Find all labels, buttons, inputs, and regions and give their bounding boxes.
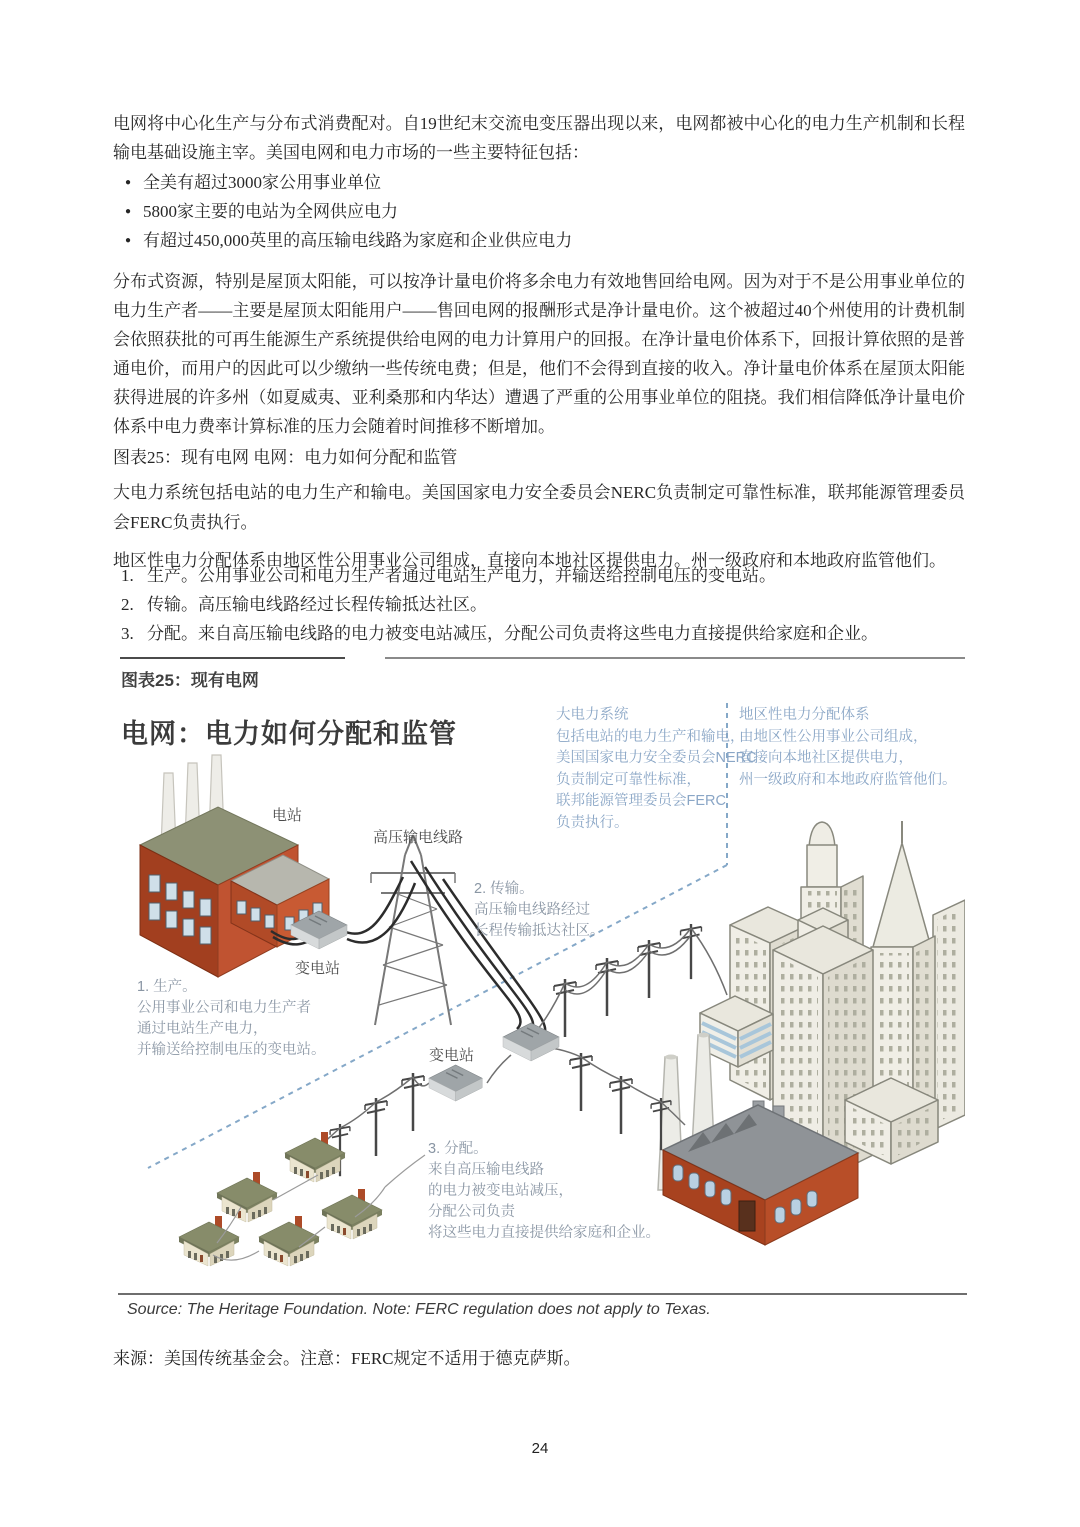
building-right-edge — [933, 900, 965, 1130]
substation-label-2: 变电站 — [429, 1047, 475, 1064]
note-line: 负责执行。 — [556, 814, 629, 831]
houses — [179, 1132, 425, 1266]
source-chinese: 来源：美国传统基金会。注意：FERC规定不适用于德克萨斯。 — [113, 1349, 581, 1368]
paragraph-distributed-resources: 分布式资源，特别是屋顶太阳能，可以按净计量电价将多余电力有效地售回给电网。因为对于不是公用事业单位的电力生产者——主要是屋顶太阳能用户——售回电网的报酬形式是净计量电价。这个被超过40个州使用的计费机制会依照获批的可再生能源生产系统提供给电网的电力计算用户的回报。在净计量电价体系下，回报计算依照的是普通电价，而用户的因此可以少缴纳一些传统电费；但是，他们不会得到直接的收入。净计量电价体系在屋顶太阳能获得进展的许多州（如夏威夷、亚利桑那和内华达）遭遇了严重的公用事业单位的阻挠。我们相信降低净计量电价体系中电力费率计算标准的压力会随着时间推移不断增加。 — [113, 272, 965, 436]
list-item — [113, 168, 953, 197]
step1-annotation — [137, 977, 326, 1061]
substation-box-2 — [503, 1023, 559, 1061]
note-line: 3. 分配。 — [428, 1141, 488, 1157]
divider — [120, 657, 345, 659]
step-number: 2. — [121, 595, 134, 614]
note-line: 大电力系统 — [556, 707, 629, 723]
step3-annotation — [428, 1139, 660, 1244]
figure-caption: 图表25：现有电网 — [121, 671, 259, 690]
note-line: 通过电站生产电力， — [137, 1021, 268, 1037]
note-line: 由地区性公用事业公司组成， — [739, 728, 928, 745]
note-line: 将这些电力直接提供给家庭和企业。 — [428, 1225, 660, 1241]
list-item — [113, 197, 953, 226]
substation-label-1: 变电站 — [295, 960, 341, 977]
note-line: 2. 传输。 — [474, 881, 534, 897]
note-line: 直接向本地社区提供电力， — [739, 750, 913, 766]
paragraph-grid-intro: 电网将中心化生产与分布式消费配对。自19世纪末交流电变压器出现以来，电网都被中心化的电力生产机制和长程输电基础设施主宰。美国电网和电力市场的一些主要特征包括： — [113, 114, 965, 162]
bulk-power-note — [556, 705, 757, 834]
bullet-text: 全美有超过3000家公用事业单位 — [143, 173, 381, 192]
hv-lines-label: 高压输电线路 — [373, 829, 464, 846]
note-line: 联邦能源管理委员会FERC — [556, 793, 726, 809]
bullet-marker: ● — [124, 206, 132, 217]
step2-annotation — [474, 879, 605, 942]
list-item — [121, 590, 961, 619]
step-number: 1. — [121, 566, 134, 585]
note-line: 包括电站的电力生产和输电， — [556, 728, 745, 745]
numbered-steps — [121, 561, 961, 648]
bullet-marker: ● — [124, 235, 132, 246]
regional-distribution-note — [739, 705, 957, 791]
step-text: 传输。高压输电线路经过长程传输抵达社区。 — [147, 595, 487, 614]
spire-tower — [871, 821, 935, 1110]
note-line: 分配公司负责 — [428, 1204, 515, 1220]
bullet-marker: ● — [124, 177, 132, 188]
figure-title: 电网：电力如何分配和监管 — [121, 719, 457, 749]
power-plant-label: 电站 — [272, 807, 303, 824]
figure-source-english: Source: The Heritage Foundation. Note: FERC regulation does not apply to Texas. — [127, 1301, 711, 1318]
note-line: 负责制定可靠性标准， — [556, 771, 701, 788]
page-number: 24 — [531, 1440, 549, 1457]
bullet-text: 5800家主要的电站为全网供应电力 — [143, 202, 398, 221]
note-line: 长程传输抵达社区。 — [474, 923, 605, 939]
list-item — [121, 619, 961, 648]
list-item — [113, 226, 953, 255]
step-text: 生产。公用事业公司和电力生产者通过电站生产电力，并输送给控制电压的变电站。 — [147, 566, 776, 585]
list-item — [121, 561, 961, 590]
note-line: 并输送给控制电压的变电站。 — [137, 1042, 326, 1058]
bullet-text: 有超过450,000英里的高压输电线路为家庭和企业供应电力 — [143, 231, 573, 250]
paragraph-regional-distribution: 地区性电力分配体系由地区性公用事业公司组成，直接向本地社区提供电力。州一级政府和本地政府监管他们。 — [113, 551, 946, 570]
note-line: 的电力被变电站减压， — [428, 1183, 573, 1199]
note-line: 高压输电线路经过 — [474, 902, 590, 918]
note-line: 州一级政府和本地政府监管他们。 — [739, 771, 957, 788]
note-line: 美国国家电力安全委员会NERC — [556, 750, 757, 766]
note-line: 地区性电力分配体系 — [739, 707, 870, 723]
step-text: 分配。来自高压输电线路的电力被变电站减压，分配公司负责将这些电力直接提供给家庭和企业。 — [147, 624, 878, 643]
note-line: 公用事业公司和电力生产者 — [137, 1000, 311, 1016]
note-line: 1. 生产。 — [137, 979, 197, 995]
figure-reference-line: 图表25：现有电网 电网：电力如何分配和监管 — [113, 448, 458, 467]
substation-box-3 — [429, 1065, 482, 1101]
step-number: 3. — [121, 624, 134, 643]
paragraph-bulk-power: 大电力系统包括电站的电力生产和输电。美国国家电力安全委员会NERC负责制定可靠性标准，联邦能源管理委员会FERC负责执行。 — [113, 483, 965, 532]
bullet-list — [113, 168, 953, 255]
divider — [385, 657, 965, 659]
note-line: 来自高压输电线路 — [428, 1162, 544, 1178]
